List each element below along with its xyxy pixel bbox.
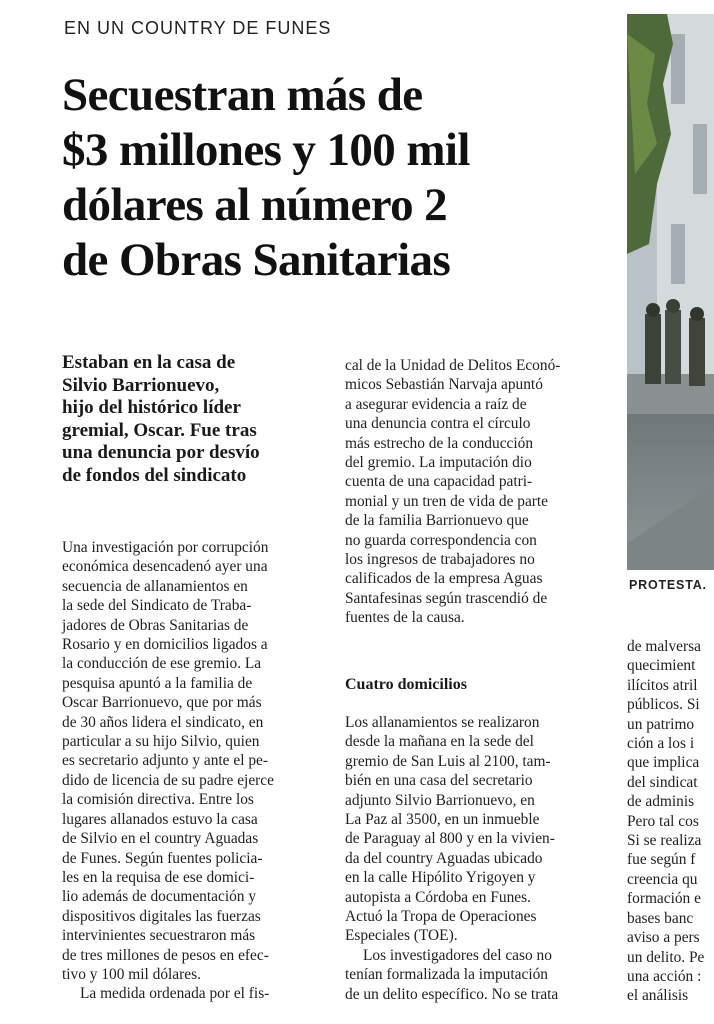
text-line: calificados de la empresa Aguas	[345, 570, 543, 588]
body-column-1	[62, 538, 330, 1004]
text-line: los ingresos de trabajadores no	[345, 551, 535, 569]
text-line: Actuó la Tropa de Operaciones	[345, 908, 537, 926]
text-line: da del country Aguadas ubicado	[345, 849, 543, 867]
text-line: la sede del Sindicato de Traba-	[62, 597, 252, 615]
text-line: autopista a Córdoba en Funes.	[345, 888, 531, 906]
text-line: cuenta de una capacidad patri-	[345, 473, 533, 491]
text-line: de tres millones de pesos en efec-	[62, 946, 269, 964]
text-line: intervinientes secuestraron más	[62, 927, 256, 945]
photo-caption: PROTESTA.	[629, 578, 707, 592]
text-line: les en la requisa de ese domici-	[62, 868, 255, 886]
text-line: lio además de documentación y	[62, 888, 257, 906]
kicker: EN UN COUNTRY DE FUNES	[64, 18, 332, 38]
text-line: de un delito específico. No se trata	[345, 985, 559, 1003]
text-line: a asegurar evidencia a raíz de	[345, 395, 527, 413]
text-line: bién en una casa del secretario	[345, 772, 533, 790]
deck-line: gremial, Oscar. Fue tras	[62, 419, 257, 441]
text-line: un patrimo	[627, 715, 695, 733]
text-line: fuentes de la causa.	[345, 609, 465, 627]
text-line: La Paz al 3500, en un inmueble	[345, 811, 540, 829]
text-line: un delito. Pe	[627, 948, 705, 966]
body-column-2-top	[345, 356, 611, 628]
text-line: el análisis	[627, 987, 689, 1005]
text-line: Si se realiza	[627, 832, 702, 850]
text-line: de 30 años lidera el sindicato, en	[62, 713, 264, 731]
text-line: Oscar Barrionuevo, que por más	[62, 694, 262, 712]
deck-subtitle	[62, 352, 332, 488]
text-line: del sindicat	[627, 773, 698, 791]
text-line: tivo y 100 mil dólares.	[62, 965, 201, 983]
text-line: de Funes. Según fuentes policia-	[62, 849, 263, 867]
text-line: de adminis	[627, 793, 695, 811]
text-line: aviso a pers	[627, 929, 700, 947]
text-line: de Silvio en el country Aguadas	[62, 830, 259, 848]
text-line: Especiales (TOE).	[345, 927, 458, 945]
text-line: la comisión directiva. Entre los	[62, 791, 254, 809]
text-line: adjunto Silvio Barrionuevo, en	[345, 791, 535, 809]
text-line: secuencia de allanamientos en	[62, 577, 248, 595]
text-line: micos Sebastián Narvaja apuntó	[345, 376, 543, 394]
text-line: fue según f	[627, 851, 696, 869]
text-line: monial y un tren de vida de parte	[345, 492, 549, 510]
text-line: la conducción de ese gremio. La	[62, 655, 262, 673]
section-subhead: Cuatro domicilios	[345, 676, 467, 693]
photo-illustration	[627, 14, 714, 570]
text-line: formación e	[627, 890, 701, 908]
body-column-3	[627, 637, 714, 1006]
text-line: ilícitos atril	[627, 676, 698, 694]
text-line: que implica	[627, 754, 700, 772]
text-line: gremio de San Luis al 2100, tam-	[345, 752, 551, 770]
text-line: del gremio. La imputación dio	[345, 454, 532, 472]
text-line: La medida ordenada por el fis-	[80, 985, 270, 1003]
text-line: Los allanamientos se realizaron	[345, 714, 540, 731]
text-line: de la familia Barrionuevo que	[345, 512, 529, 530]
text-line: económica desencadenó ayer una	[62, 558, 268, 576]
deck-line: hijo del histórico líder	[62, 397, 241, 419]
text-line: no guarda correspondencia con	[345, 531, 537, 549]
text-line: jadores de Obras Sanitarias de	[62, 616, 249, 634]
text-line: es secretario adjunto y ante el pe-	[62, 752, 268, 770]
text-line: dispositivos digitales las fuerzas	[62, 907, 261, 925]
text-line: más estrecho de la conducción	[345, 434, 534, 452]
text-line: Los investigadores del caso no	[363, 946, 552, 964]
text-line: una acción :	[627, 967, 702, 985]
text-line: pesquisa apuntó a la familia de	[62, 674, 253, 692]
news-photo	[627, 14, 714, 570]
text-line: Pero tal cos	[627, 812, 699, 830]
text-line: de malversa	[627, 638, 701, 655]
deck-line: de fondos del sindicato	[62, 464, 247, 486]
text-line: una denuncia contra el círculo	[345, 415, 531, 433]
deck-line: Estaban en la casa de	[62, 352, 236, 373]
headline-line: Secuestran más de	[62, 69, 423, 121]
deck-line: Silvio Barrionuevo,	[62, 374, 220, 396]
text-line: lugares allanados estuvo la casa	[62, 810, 258, 828]
text-line: Rosario y en domicilios ligados a	[62, 636, 268, 654]
text-line: tenían formalizada la imputación	[345, 966, 548, 984]
text-line: cal de la Unidad de Delitos Econó-	[345, 357, 561, 374]
headline	[62, 68, 622, 288]
text-line: desde la mañana en la sede del	[345, 733, 534, 751]
text-line: ción a los i	[627, 735, 695, 753]
deck-line: una denuncia por desvío	[62, 442, 260, 464]
text-line: particular a su hijo Silvio, quien	[62, 733, 260, 751]
text-line: quecimient	[627, 657, 696, 675]
headline-line: $3 millones y 100 mil	[62, 124, 470, 176]
text-line: dido de licencia de su padre ejerce	[62, 771, 274, 789]
text-line: Santafesinas según trascendió de	[345, 589, 548, 607]
text-line: bases banc	[627, 909, 694, 927]
text-line: Una investigación por corrupción	[62, 539, 269, 556]
text-line: públicos. Si	[627, 696, 700, 714]
body-column-2-bottom	[345, 713, 611, 1004]
text-line: de Paraguay al 800 y en la vivien-	[345, 830, 555, 848]
headline-line: dólares al número 2	[62, 179, 448, 231]
text-line: en la calle Hipólito Yrigoyen y	[345, 869, 536, 887]
text-line: creencia qu	[627, 870, 698, 888]
headline-line: de Obras Sanitarias	[62, 234, 451, 286]
